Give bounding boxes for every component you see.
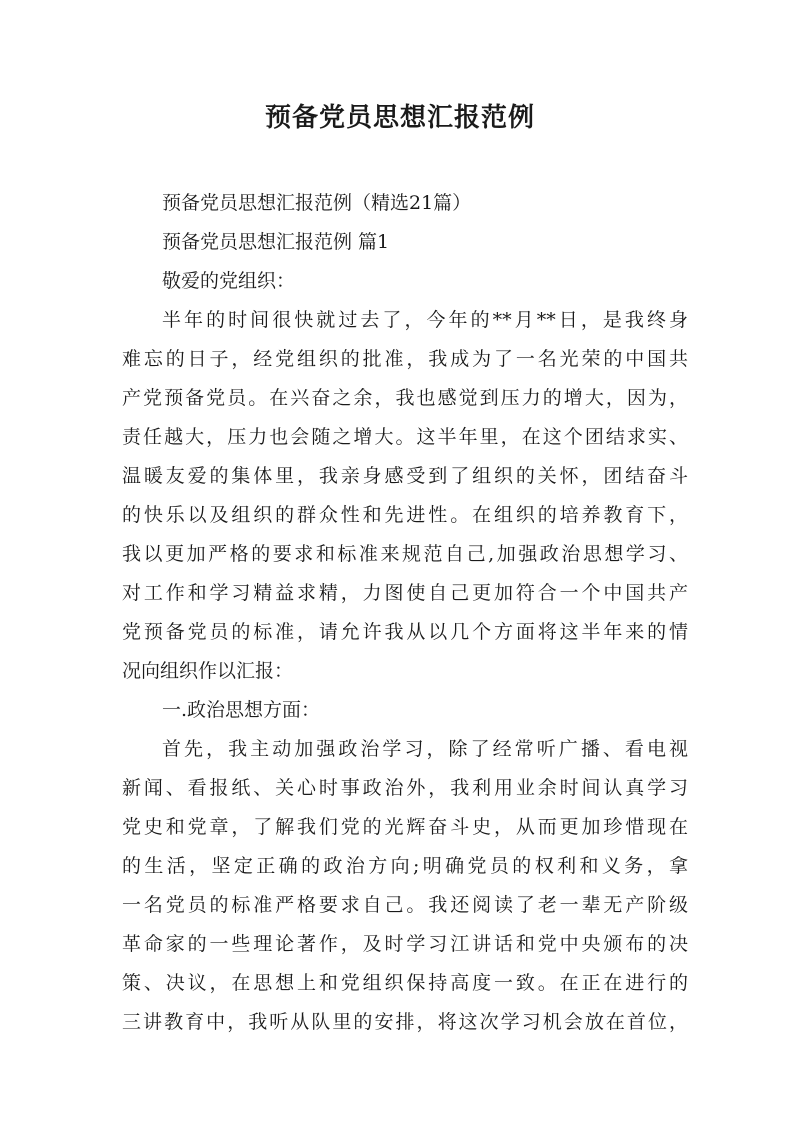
text-line: 新闻、看报纸、关心时事政治外，我利用业余时间认真学习 (122, 777, 688, 799)
text-line: 难忘的日子，经党组织的批准，我成为了一名光荣的中国共 (122, 348, 688, 370)
text-line: 产党预备党员。在兴奋之余，我也感觉到压力的增大，因为， (122, 387, 688, 409)
text-line: 一.政治思想方面： (162, 699, 321, 721)
text-line: 的生活，坚定正确的政治方向;明确党员的权利和义务，拿 (122, 855, 688, 877)
text-line: 对工作和学习精益求精，力图使自己更加符合一个中国共产 (122, 582, 688, 604)
text-line: 敬爱的党组织： (162, 270, 296, 292)
document-body (122, 184, 688, 1042)
text-line: 的快乐以及组织的群众性和先进性。在组织的培养教育下， (122, 504, 688, 526)
text-line: 首先，我主动加强政治学习，除了经常听广播、看电视 (162, 738, 688, 760)
text-line: 我以更加严格的要求和标准来规范自己,加强政治思想学习、 (122, 543, 688, 565)
text-line: 策、决议，在思想上和党组织保持高度一致。在正在进行的 (122, 972, 688, 994)
text-line: 党预备党员的标准，请允许我从以几个方面将这半年来的情 (122, 621, 688, 643)
text-line: 半年的时间很快就过去了，今年的**月**日，是我终身 (162, 309, 688, 331)
text-line: 三讲教育中，我听从队里的安排，将这次学习机会放在首位， (122, 1011, 688, 1033)
text-line: 况向组织作以汇报： (122, 660, 294, 682)
text-line: 党史和党章，了解我们党的光辉奋斗史，从而更加珍惜现在 (122, 816, 688, 838)
text-line: 温暖友爱的集体里，我亲身感受到了组织的关怀，团结奋斗 (122, 465, 688, 487)
text-line: 预备党员思想汇报范例 篇1 (162, 231, 390, 253)
text-line: 预备党员思想汇报范例（精选21篇） (162, 192, 472, 214)
text-line: 一名党员的标准严格要求自己。我还阅读了老一辈无产阶级 (122, 894, 688, 916)
text-line: 革命家的一些理论著作，及时学习江讲话和党中央颁布的决 (122, 933, 688, 955)
document-title: 预备党员思想汇报范例 (264, 103, 535, 133)
text-line: 责任越大，压力也会随之增大。这半年里，在这个团结求实、 (122, 426, 688, 448)
